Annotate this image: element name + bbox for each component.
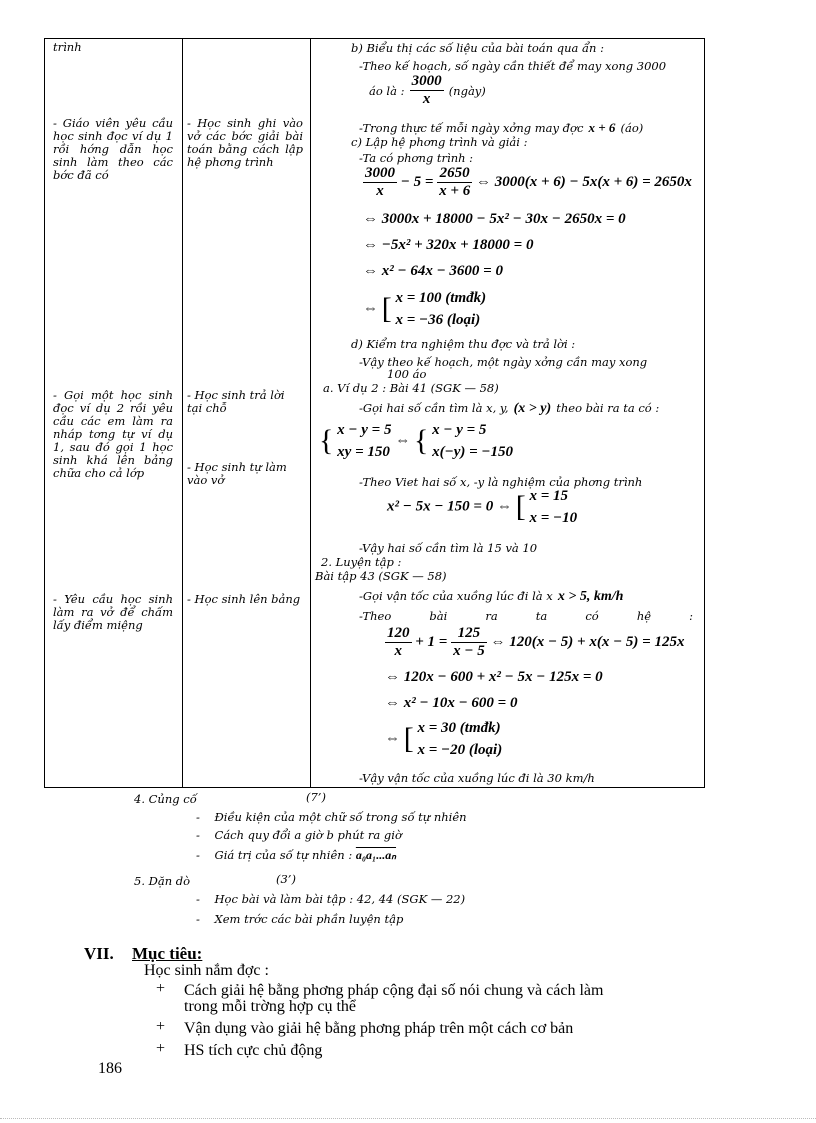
eqb1-den1: x	[394, 643, 402, 659]
homework-item-1: - Học bài và làm bài tập : 42, 44 (SGK — 22)	[196, 892, 466, 906]
example2-line1	[359, 397, 659, 417]
hw43-word-b: bài	[429, 609, 448, 623]
lesson-table	[44, 38, 705, 788]
student-board: - Học sinh lên bảng	[187, 592, 301, 606]
ex2-line1b: theo bài ra ta có :	[556, 401, 660, 415]
b-line3-pre: -Trong thực tế mỗi ngày xởng may đợc	[359, 121, 584, 135]
hw43-line1-text: -Gọi vận tốc của xuồng lúc đi là x	[359, 589, 553, 603]
consolidate-item-3: - Giá trị của số tự nhiên : a₀a₁...aₙ	[196, 848, 397, 862]
sys1b: xy = 150	[337, 444, 390, 460]
eq1-num1: 3000	[365, 165, 395, 181]
consolidate-item-3-text: Giá trị của số tự nhiên :	[214, 848, 353, 862]
system-1: { x − y = 5 xy = 150 ⇔ { x − y = 5 x(−y) = −150	[319, 419, 513, 463]
plus-icon: +	[156, 1040, 166, 1057]
teacher-example2: - Gọi một học sinh đọc ví dụ 2 rồi yêu cầu các em làm ra nháp tơng tự ví dụ 1, sau đó gọi 1 học sinh khá lên bảng chữa cho cả lớp	[53, 388, 173, 480]
content-column	[311, 39, 705, 788]
eqb1-rest: ⇔ 120(x − 5) + x(x − 5) = 125x	[490, 633, 685, 650]
b-line3-math: x + 6	[588, 120, 616, 135]
b-line2	[369, 73, 486, 108]
student-answer: - Học sinh trả lời tại chỗ	[187, 388, 285, 415]
section-item-1: Cách giải hệ bằng phơng pháp cộng đại số nói chung và cách làm	[184, 982, 604, 999]
eq1-frac1	[363, 165, 397, 200]
bracket-icon: [	[515, 490, 526, 523]
consolidate-item-2-text: Cách quy đổi a giờ b phút ra giờ	[214, 828, 402, 842]
frac1-den: x	[422, 91, 431, 107]
eq5b: x = −36 (loại)	[395, 312, 481, 328]
equation-3: ⇔ −5x² + 320x + 18000 = 0	[363, 237, 534, 253]
equation-5: ⇔ [ x = 100 (tmđk) x = −36 (loại)	[363, 287, 486, 331]
brace-icon: {	[319, 424, 334, 457]
viet-a: x = 15	[529, 488, 569, 504]
section-item-2: Vận dụng vào giải hệ bằng phơng pháp trên một cách cơ bản	[184, 1020, 574, 1037]
sys2a: x − y = 5	[432, 422, 487, 438]
eq1-den2: x + 6	[439, 183, 471, 199]
eqb4a: x = 30 (tmđk)	[417, 720, 501, 736]
frac1-num: 3000	[411, 73, 442, 89]
eqb1-frac2	[451, 625, 487, 660]
consolidate-title: 4. Củng cố	[134, 792, 197, 806]
hw43-word-c: ra	[485, 609, 498, 623]
teacher-column	[45, 39, 183, 788]
eqb1-den2: x − 5	[453, 643, 485, 659]
homework-item-2: - Xem trớc các bài phần luyện tập	[196, 912, 404, 926]
plus-icon: +	[156, 1018, 166, 1035]
equation-1	[363, 165, 692, 200]
hw43-line2	[359, 609, 693, 623]
d-title: d) Kiểm tra nghiệm thu đợc và trả lời :	[351, 337, 576, 351]
c-line1: -Ta có phơng trình :	[359, 151, 474, 165]
b-line2-pre: áo là :	[369, 84, 405, 98]
ex2-line1-text: -Gọi hai số cần tìm là x, y,	[359, 401, 509, 415]
student-column	[183, 39, 311, 788]
b-line1: -Theo kế hoạch, số ngày cần thiết để may xong 3000	[359, 59, 667, 73]
frac-3000-x	[410, 73, 444, 108]
hw43-word-e: có	[585, 609, 599, 623]
homework-time: (3’)	[276, 872, 296, 886]
consolidate-item-1-text: Điều kiện của một chữ số trong số tự nhiên	[214, 810, 467, 824]
b-line3	[359, 117, 643, 136]
bracket-icon: [	[381, 292, 392, 325]
student-note1: - Học sinh ghi vào vở các bớc giải bài toán bằng cách lập hệ phơng trình	[187, 116, 303, 169]
eqb4b: x = −20 (loại)	[417, 742, 503, 758]
viet-equation	[387, 485, 577, 529]
practice-title: 2. Luyện tập :	[321, 555, 402, 569]
sys2b: x(−y) = −150	[432, 444, 513, 460]
equation-b4: ⇔ [ x = 30 (tmđk) x = −20 (loại)	[385, 717, 502, 761]
hw43-word-a: -Theo	[359, 609, 392, 623]
viet-b: x = −10	[529, 510, 578, 526]
hw43-word-f: hệ	[636, 609, 652, 623]
eq1-frac2	[437, 165, 472, 200]
homework-title: 5. Dặn dò	[134, 874, 191, 888]
homework-item-1-text: Học bài và làm bài tập : 42, 44 (SGK — 22)	[214, 892, 466, 906]
d-line2: 100 áo	[387, 367, 427, 381]
hw43-word-g: :	[689, 609, 693, 623]
plus-icon: +	[156, 980, 166, 997]
section-intro: Học sinh nắm đợc :	[144, 962, 269, 979]
sys1a: x − y = 5	[337, 422, 392, 438]
equation-b1	[385, 625, 684, 660]
teacher-trinh: trình	[53, 40, 82, 54]
consolidate-item-2: - Cách quy đổi a giờ b phút ra giờ	[196, 828, 402, 842]
hw43-line1	[359, 585, 623, 605]
viet-line: -Theo Viet hai số x, -y là nghiệm của phơng trình	[359, 475, 643, 489]
b-line2-post: (ngày)	[448, 84, 486, 98]
eq1-rest: ⇔ 3000(x + 6) − 5x(x + 6) = 2650x	[475, 173, 692, 190]
eq1-mid: − 5 =	[400, 173, 434, 190]
page-number: 186	[98, 1060, 122, 1077]
hw43-cond: x > 5, km/h	[557, 589, 624, 604]
brace-icon: {	[413, 424, 429, 457]
page-divider	[0, 1118, 816, 1119]
section-title: Mục tiêu:	[132, 944, 203, 963]
section-item-1-cont: trong mỗi trờng hợp cụ thể	[184, 998, 357, 1015]
hw43-word-d: ta	[535, 609, 548, 623]
b-title: b) Biểu thị các số liệu của bài toán qua ẩn :	[351, 41, 604, 55]
equation-b3: ⇔ x² − 10x − 600 = 0	[385, 695, 518, 711]
consolidate-time: (7’)	[306, 790, 326, 804]
eq1-num2: 2650	[437, 165, 472, 183]
student-self: - Học sinh tự làm vào vở	[187, 460, 287, 487]
homework-43: Bài tập 43 (SGK — 58)	[315, 569, 447, 583]
equation-b2: ⇔ 120x − 600 + x² − 5x − 125x = 0	[385, 669, 603, 685]
example2-title: a. Ví dụ 2 : Bài 41 (SGK — 58)	[323, 381, 499, 395]
c-title: c) Lập hệ phơng trình và giải :	[351, 135, 528, 149]
section-item-3: HS tích cực chủ động	[184, 1042, 323, 1059]
example2-answer: -Vậy hai số cần tìm là 15 và 10	[359, 541, 538, 555]
natural-number-math: a₀a₁...aₙ	[355, 848, 397, 862]
bracket-icon: [	[403, 722, 414, 755]
eqb1-mid: + 1 =	[415, 633, 448, 650]
d-line1: -Vậy theo kế hoạch, một ngày xởng cần may xong	[359, 355, 648, 369]
eqb1-frac1	[385, 625, 412, 660]
hw43-answer: -Vậy vận tốc của xuồng lúc đi là 30 km/h	[359, 771, 595, 785]
viet-eq: x² − 5x − 150 = 0 ⇔	[387, 498, 512, 515]
eqb1-num1: 120	[387, 625, 410, 641]
consolidate-item-1: - Điều kiện của một chữ số trong số tự nhiên	[196, 810, 467, 824]
eqb1-num2: 125	[451, 625, 487, 643]
equation-2: ⇔ 3000x + 18000 − 5x² − 30x − 2650x = 0	[363, 211, 626, 227]
homework-item-2-text: Xem trớc các bài phần luyện tập	[214, 912, 404, 926]
b-line3-post: (áo)	[620, 121, 644, 135]
ex2-cond: (x > y)	[513, 401, 552, 416]
section-number: VII.	[84, 944, 114, 963]
eq5a: x = 100 (tmđk)	[395, 290, 487, 306]
eq1-den1: x	[376, 183, 384, 199]
equation-4: ⇔ x² − 64x − 3600 = 0	[363, 263, 503, 279]
teacher-guide: - Giáo viên yêu cầu học sinh đọc ví dụ 1 rồi hớng dẫn học sinh làm theo các bớc đã có	[53, 116, 173, 182]
teacher-exercise: - Yêu cầu học sinh làm ra vở để chấm lấy điểm miệng	[53, 592, 173, 632]
